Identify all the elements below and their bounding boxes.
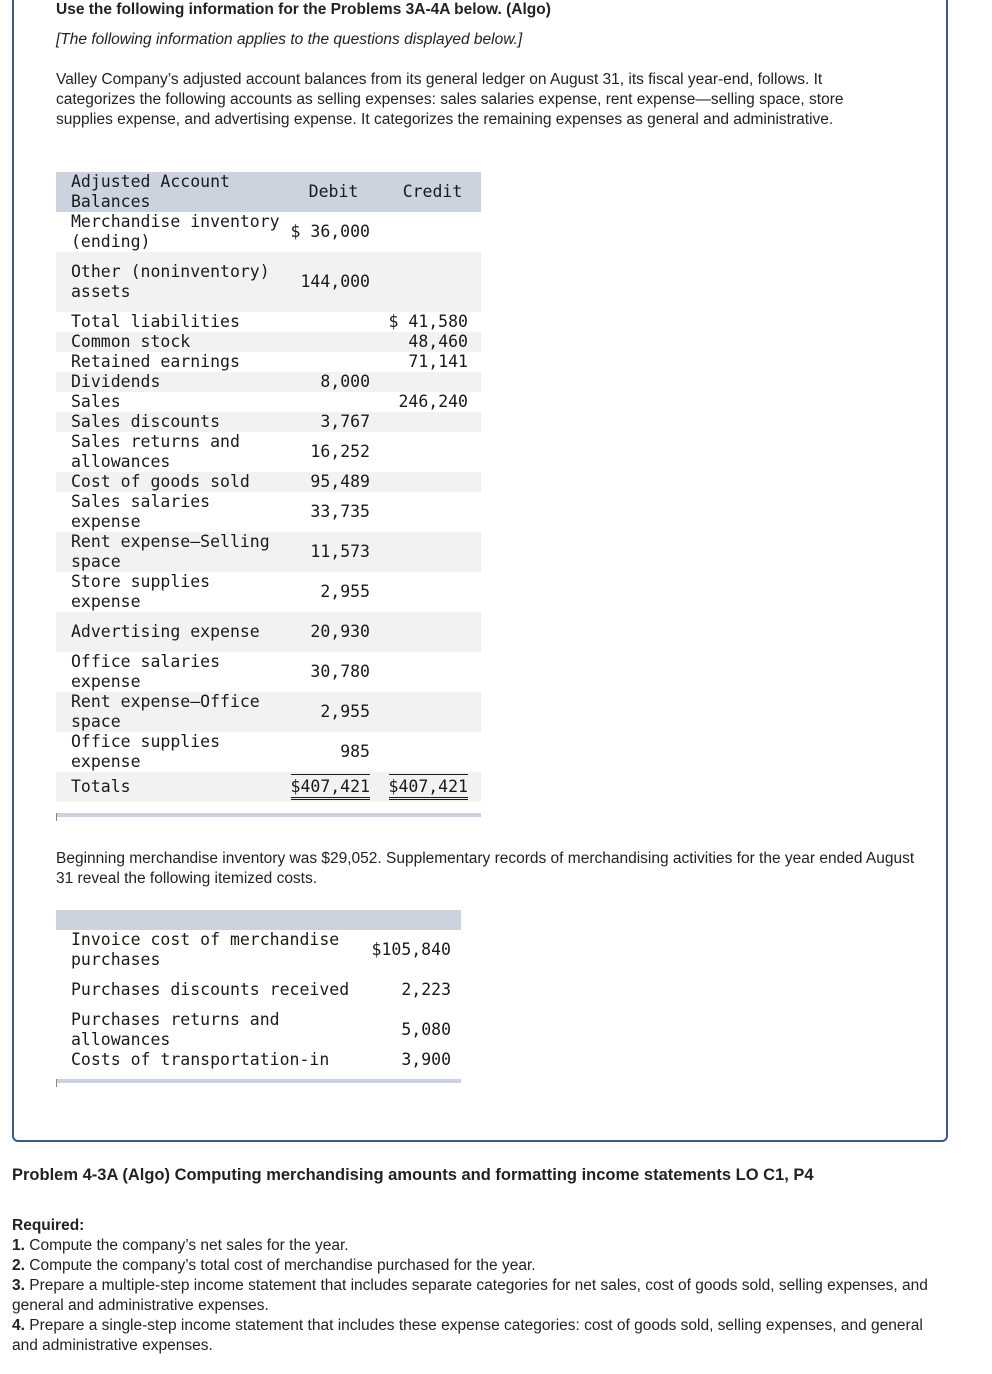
- account-name-cell: Office salaries expense: [56, 652, 283, 692]
- table-row: [56, 332, 481, 352]
- debit-cell: 11,573: [283, 532, 384, 572]
- purchases-table: [56, 910, 461, 1070]
- debit-cell: 20,930: [283, 612, 384, 652]
- total-credit: $407,421: [389, 774, 468, 800]
- cost-item-name: Purchases returns and allowances: [71, 1010, 280, 1049]
- table-row: [56, 372, 481, 392]
- info-title: Use the following information for the Problems 3A-4A below. (Algo): [56, 1, 551, 18]
- required-item: [12, 1276, 952, 1316]
- credit-column-header: Credit: [384, 172, 481, 212]
- cost-item-amount: $105,840: [371, 940, 451, 959]
- required-item-text: Compute the company’s total cost of merchandise purchased for the year.: [29, 1257, 536, 1274]
- required-list: [12, 1236, 952, 1356]
- account-name-cell: Retained earnings: [56, 352, 283, 372]
- account-name-cell: Office supplies expense: [56, 732, 283, 772]
- table-row: [56, 970, 461, 1010]
- table-bottom-rule: [56, 813, 481, 817]
- debit-cell: 8,000: [283, 372, 384, 392]
- account-balances-table: [56, 172, 481, 802]
- credit-cell: [384, 372, 481, 392]
- cost-item-name: Invoice cost of merchandise purchases: [71, 930, 340, 969]
- totals-label: Totals: [56, 772, 283, 802]
- debit-cell: 16,252: [283, 432, 384, 472]
- intro-paragraph: Valley Company’s adjusted account balances from its general ledger on August 31, its fiscal year-end, follows. It categorizes the following accounts as selling expenses: sales salaries expense, rent expense—selling space, store supplies expense, and advertising expense. It categorizes the remaining expenses as general and administrative.: [56, 71, 844, 128]
- credit-cell: 246,240: [384, 392, 481, 412]
- debit-cell: $ 36,000: [283, 212, 384, 252]
- credit-cell: [384, 472, 481, 492]
- required-item-text: Prepare a multiple-step income statement that includes separate categories for net sales, cost of goods sold, selling expenses, and general and administrative expenses.: [12, 1277, 928, 1314]
- credit-cell: [384, 572, 481, 612]
- debit-cell: 985: [283, 732, 384, 772]
- credit-cell: [384, 732, 481, 772]
- problem-title: Problem 4-3A (Algo) Computing merchandising amounts and formatting income statements LO C1, P4: [12, 1166, 814, 1184]
- table-row: [56, 1050, 461, 1070]
- inventory-paragraph: Beginning merchandise inventory was $29,052. Supplementary records of merchandising activities for the year ended August 31 reveal the following itemized costs.: [56, 850, 915, 887]
- table-row: [56, 612, 481, 652]
- required-item-number: 1.: [12, 1237, 25, 1254]
- table-row: [56, 652, 481, 692]
- account-name-cell: Sales: [56, 392, 283, 412]
- table-row: [56, 732, 481, 772]
- debit-cell: 2,955: [283, 692, 384, 732]
- table-row: [56, 312, 481, 332]
- cost-item-amount: 5,080: [401, 1020, 451, 1039]
- table-row: [56, 352, 481, 372]
- table-row: [56, 1010, 461, 1050]
- table-row: [56, 492, 481, 532]
- table-header-row: [56, 172, 481, 212]
- debit-column-header: Debit: [283, 172, 384, 212]
- cost-item-name: Costs of transportation-in: [71, 1050, 330, 1069]
- account-name-cell: Sales salaries expense: [56, 492, 283, 532]
- debit-cell: [283, 312, 384, 332]
- debit-cell: 144,000: [283, 252, 384, 312]
- table-row: [56, 572, 481, 612]
- debit-cell: 33,735: [283, 492, 384, 532]
- table-row: [56, 692, 481, 732]
- credit-cell: [384, 432, 481, 472]
- account-name-cell: Cost of goods sold: [56, 472, 283, 492]
- table-header-row: [56, 910, 461, 930]
- debit-cell: 2,955: [283, 572, 384, 612]
- account-name-cell: Merchandise inventory (ending): [56, 212, 283, 252]
- table-row: [56, 432, 481, 472]
- debit-cell: [283, 332, 384, 352]
- required-item: [12, 1316, 952, 1356]
- credit-cell: [384, 532, 481, 572]
- total-debit: $407,421: [291, 774, 370, 800]
- account-name-cell: Common stock: [56, 332, 283, 352]
- credit-cell: [384, 652, 481, 692]
- account-column-header: Adjusted Account Balances: [56, 172, 283, 212]
- required-item-text: Compute the company’s net sales for the year.: [29, 1237, 349, 1254]
- required-label: Required:: [12, 1217, 85, 1234]
- required-item: [12, 1236, 952, 1256]
- table-row: [56, 252, 481, 312]
- credit-cell: 71,141: [384, 352, 481, 372]
- credit-cell: [384, 412, 481, 432]
- credit-cell: [384, 212, 481, 252]
- required-item: [12, 1256, 952, 1276]
- credit-cell: $ 41,580: [384, 312, 481, 332]
- table-row: [56, 472, 481, 492]
- info-note: [The following information applies to the questions displayed below.]: [56, 31, 523, 48]
- account-name-cell: Sales discounts: [56, 412, 283, 432]
- table-row: [56, 212, 481, 252]
- account-name-cell: Other (noninventory) assets: [56, 252, 283, 312]
- account-rows: [56, 212, 481, 802]
- required-item-text: Prepare a single-step income statement that includes these expense categories: cost of goods sold, selling expenses, and general and administrative expenses.: [12, 1317, 923, 1354]
- credit-cell: [384, 692, 481, 732]
- table-row: [56, 392, 481, 412]
- credit-cell: 48,460: [384, 332, 481, 352]
- account-name-cell: Advertising expense: [56, 612, 283, 652]
- account-name-cell: Sales returns and allowances: [56, 432, 283, 472]
- cost-item-amount: 3,900: [401, 1050, 451, 1069]
- totals-row: [56, 772, 481, 802]
- required-item-number: 4.: [12, 1317, 25, 1334]
- debit-cell: 3,767: [283, 412, 384, 432]
- credit-cell: [384, 612, 481, 652]
- table-row: [56, 412, 481, 432]
- debit-cell: 30,780: [283, 652, 384, 692]
- account-name-cell: Total liabilities: [56, 312, 283, 332]
- credit-cell: [384, 252, 481, 312]
- account-name-cell: Rent expense—Office space: [56, 692, 283, 732]
- debit-cell: [283, 392, 384, 412]
- account-name-cell: Rent expense—Selling space: [56, 532, 283, 572]
- credit-cell: [384, 492, 481, 532]
- cost-item-name: Purchases discounts received: [71, 980, 350, 999]
- account-name-cell: Dividends: [56, 372, 283, 392]
- cost-item-amount: 2,223: [401, 980, 451, 999]
- purchase-rows: [56, 930, 461, 1070]
- table-row: [56, 930, 461, 970]
- account-name-cell: Store supplies expense: [56, 572, 283, 612]
- debit-cell: [283, 352, 384, 372]
- debit-cell: 95,489: [283, 472, 384, 492]
- table-bottom-rule: [56, 1079, 461, 1083]
- table-row: [56, 532, 481, 572]
- required-item-number: 3.: [12, 1277, 25, 1294]
- required-item-number: 2.: [12, 1257, 25, 1274]
